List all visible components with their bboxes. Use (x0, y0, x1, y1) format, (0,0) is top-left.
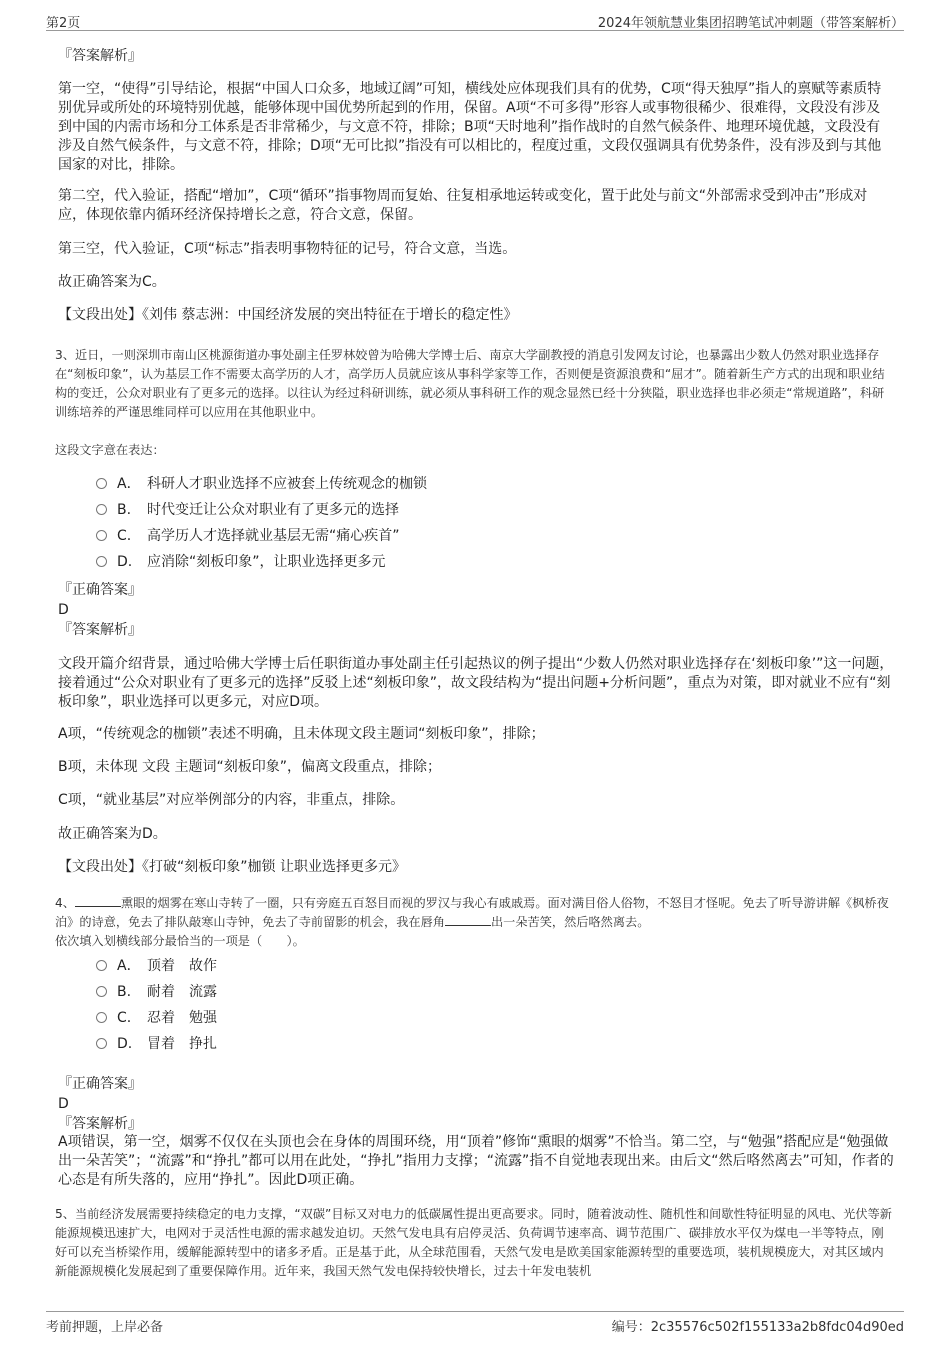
q3-analysis-para4: C项，“就业基层”对应举例部分的内容，非重点，排除。 (58, 792, 405, 808)
radio-icon[interactable] (96, 530, 107, 541)
fill-blank (445, 915, 491, 926)
radio-icon[interactable] (96, 556, 107, 567)
page-number: 第2页 (46, 16, 81, 31)
radio-icon[interactable] (96, 1012, 107, 1023)
q3-source: 【文段出处】《打破“刻板印象”枷锁 让职业选择更多元》 (58, 859, 406, 875)
q4-analysis: A项错误，第一空，烟雾不仅仅在头顶也会在身体的周围环绕，用“顶着”修饰“熏眼的烟雾”不恰当。第二空，与“勉强”搭配应是“勉强做出一朵苦笑”；“流露”和“挣扎”都可以用在此处，“挣扎”指用力支撑；“流露”指不自觉地表现出来。由后文“然后咯然离去”可知，作者的心态是有所失落的，应用“挣扎”。因此D项正确。 (58, 1134, 894, 1188)
q4-option-b[interactable]: B. 耐着 流露 (96, 982, 217, 1002)
q4-option-a[interactable]: A． 顶着 故作 (96, 956, 217, 976)
q3-conclusion: 故正确答案为D。 (58, 826, 167, 842)
q2-analysis-para1: 第一空，“使得”引导结论，根据“中国人口众多，地域辽阔”可知，横线处应体现我们具有的优势，C项“得天独厚”指人的禀赋等素质特别优异或所处的环境特别优越，能够体现中国优势所起到的作用，保留。A项“不可多得”形容人或事物很稀少、很难得，文段没有涉及到中国的内需市场和分工体系是否非常稀少，与文意不符，排除；B项“天时地利”指作战时的自然气候条件、地理环境优越，文段没有涉及自然气候条件，与文意不符，排除；D项“无可比拟”指没有可以相比的，程度过重，文段仅强调具有优势条件，没有涉及到与其他国家的对比，排除。 (58, 81, 882, 173)
q4-option-c[interactable]: C. 忍着 勉强 (96, 1008, 217, 1028)
fill-blank (75, 896, 121, 907)
page-header (46, 10, 904, 31)
q3-option-b[interactable]: B. 时代变迁让公众对职业有了更多元的选择 (96, 500, 399, 520)
q4-stem: 4、 熏眼的烟雾在寒山寺转了一圈，只有旁庭五百怒目而视的罗汉与我心有戚戚焉。面对满目俗人俗物，不怒目才怪呢。免去了听导游讲解《枫桥夜泊》的诗意，免去了排队敲寒山寺钟，免去了寺前留影的机会，我在唇角 出一朵苦笑，然后咯然离去。 (55, 896, 889, 929)
q3-analysis-label: 『答案解析』 (58, 622, 142, 638)
radio-icon[interactable] (96, 960, 107, 971)
document-title: 2024年领航慧业集团招聘笔试冲刺题（带答案解析） (597, 16, 904, 31)
q2-conclusion: 故正确答案为C。 (58, 274, 166, 290)
footer-slogan: 考前押题，上岸必备 (46, 1320, 164, 1335)
q4-analysis-label: 『答案解析』 (58, 1116, 142, 1132)
q3-answer: D (58, 602, 69, 618)
q3-answer-label: 『正确答案』 (58, 582, 142, 598)
q2-analysis-label: 『答案解析』 (58, 48, 142, 64)
q2-analysis-para2: 第二空，代入验证，搭配“增加”，C项“循环”指事物周而复始、往复相承地运转或变化，置于此处与前文“外部需求受到冲击”形成对应，体现依靠内循环经济保持增长之意，符合文意，保留。 (58, 188, 868, 223)
q2-analysis-para3: 第三空，代入验证，C项“标志”指表明事物特征的记号，符合文意，当选。 (58, 241, 517, 257)
radio-icon[interactable] (96, 1038, 107, 1049)
q4-answer: D (58, 1096, 69, 1112)
q5-stem: 5、当前经济发展需要持续稳定的电力支撑，“双碳”目标又对电力的低碳属性提出更高要求。同时，随着波动性、随机性和间歇性特征明显的风电、光伏等新能源规模迅速扩大，电网对于灵活性电源的需求越发迫切。天然气发电具有启停灵活、负荷调节速率高、调节范围广、碳排放水平仅为煤电一半等特点，刚好可以充当桥梁作用，缓解能源转型中的诸多矛盾。正是基于此，从全球范围看，天然气发电是欧美国家能源转型的重要选项，装机规模庞大，对其区域内新能源规模化发展起到了重要保障作用。近年来，我国天然气发电保持较快增长，过去十年发电装机 (55, 1207, 892, 1278)
radio-icon[interactable] (96, 478, 107, 489)
radio-icon[interactable] (96, 986, 107, 997)
q3-option-a[interactable]: A． 科研人才职业选择不应被套上传统观念的枷锁 (96, 474, 427, 494)
q4-prompt: 依次填入划横线部分最恰当的一项是（ ）。 (55, 934, 305, 948)
radio-icon[interactable] (96, 504, 107, 515)
q4-answer-label: 『正确答案』 (58, 1076, 142, 1092)
q2-source: 【文段出处】《刘伟 蔡志洲：中国经济发展的突出特征在于增长的稳定性》 (58, 307, 518, 323)
document-code: 编号：2c35576c502f155133a2b8fdc04d90ed (611, 1320, 904, 1335)
q3-option-d[interactable]: D. 应消除“刻板印象”，让职业选择更多元 (96, 552, 386, 572)
q3-stem: 3、近日，一则深圳市南山区桃源街道办事处副主任罗林姣曾为哈佛大学博士后、南京大学副教授的消息引发网友讨论，也暴露出少数人仍然对职业选择存在“刻板印象”，认为基层工作不需要太高学历的人才，高学历人员就应该从事科学家等工作，否则便是资源浪费和“屈才”。随着新生产方式的出现和职业结构的变迁，公众对职业有了更多元的选择。以往认为经过科研训练，就必须从事科研工作的观念显然已经十分狭隘，职业选择也非必须走“常规道路”，科研训练培养的严谨思维同样可以应用在其他职业中。 (55, 348, 885, 419)
page-footer (46, 1311, 904, 1336)
q3-analysis-para2: A项，“传统观念的枷锁”表述不明确，且未体现文段主题词“刻板印象”，排除； (58, 726, 545, 742)
q3-analysis-para1: 文段开篇介绍背景，通过哈佛大学博士后任职街道办事处副主任引起热议的例子提出“少数人仍然对职业选择存在‘刻板印象’”这一问题，接着通过“公众对职业有了更多元的选择”反驳上述“刻板印象”，故文段结构为“提出问题+分析问题”，重点为对策，即对就业不应有“刻板印象”，职业选择可以更多元，对应D项。 (58, 656, 894, 710)
q3-prompt: 这段文字意在表达： (55, 443, 165, 457)
q3-analysis-para3: B项，未体现 文段 主题词“刻板印象”，偏离文段重点，排除； (58, 759, 442, 775)
q4-option-d[interactable]: D. 冒着 挣扎 (96, 1034, 217, 1054)
q3-option-c[interactable]: C. 高学历人才选择就业基层无需“痛心疾首” (96, 526, 400, 546)
